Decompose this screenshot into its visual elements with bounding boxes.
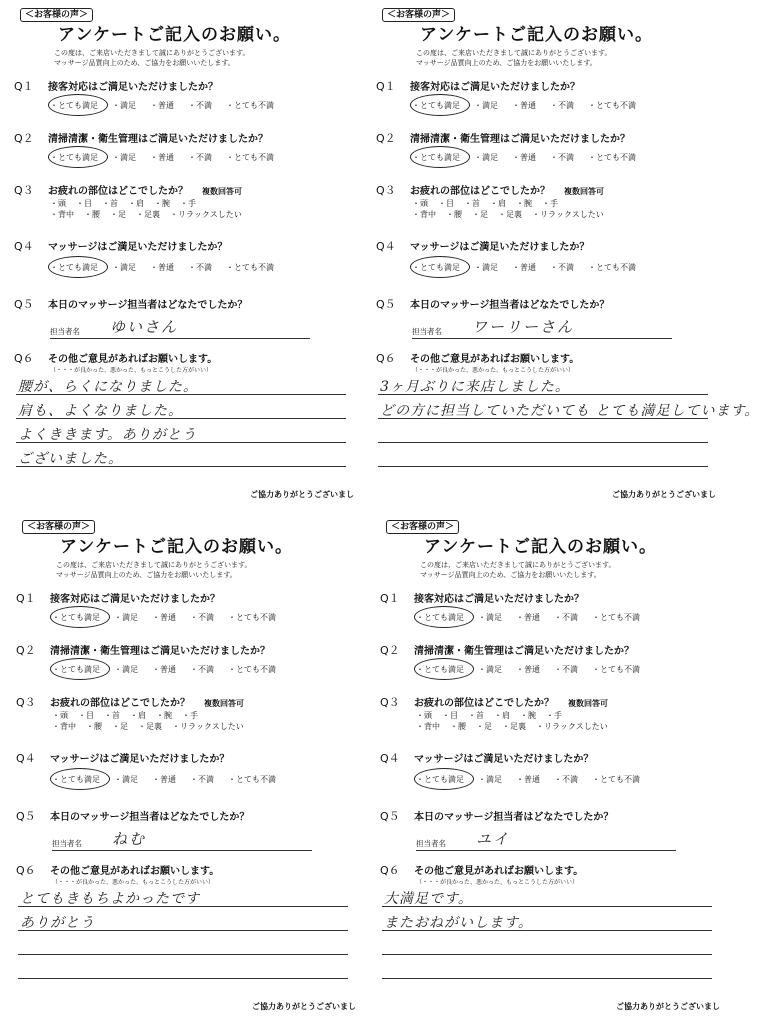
body-part-option: ・腰 <box>446 210 462 219</box>
answer-option: ・とても満足 <box>416 775 464 784</box>
survey-card <box>8 518 358 1018</box>
answer-option: ・とても満足 <box>52 613 100 622</box>
answer-option: ・とても満足 <box>412 153 460 162</box>
staff-name-handwritten: ワーリーさん <box>472 318 575 336</box>
survey-intro: この度は、ご来店いただきまして誠にありがとうございます。 マッサージ品質向上のため、ご協力をお願いいたします。 <box>416 49 612 67</box>
answer-option: ・とても満足 <box>50 263 98 272</box>
q2-options <box>52 664 290 675</box>
body-part-option: ・目 <box>438 199 454 208</box>
question-6: Q６ その他ご意見があればお願いします。 <box>14 352 218 365</box>
body-part-option: ・手 <box>542 199 558 208</box>
answer-option: ・満足 <box>474 263 498 272</box>
question-1: Q１ 接客対応はご満足いただけましたか？ <box>376 80 580 93</box>
answer-option: ・不満 <box>190 665 214 674</box>
comment-handwritten: またおねがいします。 <box>384 915 533 931</box>
survey-title: アンケートご記入のお願い。 <box>424 537 657 557</box>
comment-handwritten: 腰が、らくになりました。 <box>18 379 198 395</box>
question-4: Q４ マッサージはご満足いただけましたか？ <box>380 752 594 765</box>
answer-option: ・普通 <box>150 153 174 162</box>
comment-handwritten: 大満足です。 <box>384 891 473 907</box>
body-part-option: ・頭 <box>50 199 66 208</box>
body-part-option: ・首 <box>468 711 484 720</box>
body-part-option: ・腕 <box>516 199 532 208</box>
survey-intro: この度は、ご来店いただきまして誠にありがとうございます。 マッサージ品質向上のため、ご協力をお願いいたします。 <box>420 561 616 579</box>
answer-option: ・不満 <box>550 101 574 110</box>
answer-option: ・とても満足 <box>416 613 464 622</box>
question-1: Q１ 接客対応はご満足いただけましたか？ <box>380 592 584 605</box>
comment-handwritten: 肩も、よくなりました。 <box>18 403 183 419</box>
body-part-option: ・背中 <box>52 722 76 731</box>
survey-title: アンケートご記入のお願い。 <box>58 25 291 45</box>
q2-options <box>416 664 654 675</box>
answer-option: ・不満 <box>550 263 574 272</box>
answer-option: ・不満 <box>554 775 578 784</box>
q4-options <box>412 262 650 273</box>
comment-line <box>378 466 708 467</box>
question-5: Q５ 本日のマッサージ担当者はどなたでしたか？ <box>380 810 614 823</box>
question-4: Q４ マッサージはご満足いただけましたか？ <box>376 240 590 253</box>
answer-option: ・不満 <box>188 263 212 272</box>
q6-note: （・・・が良かった、悪かった、もっとこうした方がいい） <box>412 367 575 374</box>
answer-option: ・不満 <box>188 153 212 162</box>
staff-name-handwritten: ゆいさん <box>110 318 179 336</box>
q3-body-parts <box>412 198 614 220</box>
thanks-footer: ご協力ありがとうございまし <box>250 490 354 499</box>
q1-options <box>412 100 650 111</box>
answer-option: ・普通 <box>516 665 540 674</box>
body-part-option: ・腕 <box>156 711 172 720</box>
body-part-option: ・首 <box>464 199 480 208</box>
answer-option: ・とても不満 <box>592 613 640 622</box>
comment-handwritten: ございました。 <box>18 451 123 467</box>
staff-name-handwritten: ユイ <box>476 830 511 848</box>
thanks-footer: ご協力ありがとうございまし <box>616 1002 720 1011</box>
body-part-option: ・頭 <box>52 711 68 720</box>
q3-body-parts <box>52 710 254 732</box>
survey-title: アンケートご記入のお願い。 <box>60 537 293 557</box>
q4-options <box>50 262 288 273</box>
body-part-option: ・頭 <box>412 199 428 208</box>
question-6: Q６ その他ご意見があればお願いします。 <box>16 864 220 877</box>
question-2: Q２ 清掃清潔・衛生管理はご満足いただけましたか？ <box>380 644 634 657</box>
body-part-option: ・足 <box>112 722 128 731</box>
question-2: Q２ 清掃清潔・衛生管理はご満足いただけましたか？ <box>14 132 268 145</box>
answer-option: ・普通 <box>152 665 176 674</box>
survey-intro: この度は、ご来店いただきまして誠にありがとうございます。 マッサージ品質向上のため、ご協力をお願いいたします。 <box>54 49 250 67</box>
q2-options <box>50 152 288 163</box>
q6-note: （・・・が良かった、悪かった、もっとこうした方がいい） <box>416 879 579 886</box>
question-6: Q６ その他ご意見があればお願いします。 <box>376 352 580 365</box>
answer-option: ・満足 <box>112 153 136 162</box>
survey-title: アンケートご記入のお願い。 <box>420 25 653 45</box>
answer-option: ・満足 <box>474 153 498 162</box>
customer-voice-tag: ＜お客様の声＞ <box>386 520 459 534</box>
body-part-option: ・足裏 <box>138 722 162 731</box>
comment-handwritten: よくききます。ありがとう <box>18 427 197 443</box>
q2-options <box>412 152 650 163</box>
question-1: Q１ 接客対応はご満足いただけましたか？ <box>14 80 218 93</box>
body-part-option: ・首 <box>104 711 120 720</box>
staff-name-field: 担当者名 ねむ <box>52 834 312 851</box>
body-part-option: ・首 <box>102 199 118 208</box>
answer-option: ・普通 <box>152 775 176 784</box>
question-1: Q１ 接客対応はご満足いただけましたか？ <box>16 592 220 605</box>
answer-option: ・満足 <box>112 101 136 110</box>
body-part-option: ・手 <box>180 199 196 208</box>
body-part-option: ・リラックスしたい <box>532 210 604 219</box>
answer-option: ・普通 <box>512 101 536 110</box>
answer-option: ・とても不満 <box>228 775 276 784</box>
q3-body-parts <box>416 710 618 732</box>
answer-option: ・とても不満 <box>228 665 276 674</box>
answer-option: ・とても満足 <box>416 665 464 674</box>
body-part-option: ・リラックスしたい <box>170 210 242 219</box>
q1-options <box>416 612 654 623</box>
answer-option: ・とても満足 <box>52 775 100 784</box>
answer-option: ・満足 <box>114 665 138 674</box>
answer-option: ・とても不満 <box>588 101 636 110</box>
answer-option: ・普通 <box>512 153 536 162</box>
question-2: Q２ 清掃清潔・衛生管理はご満足いただけましたか？ <box>16 644 270 657</box>
body-part-option: ・頭 <box>416 711 432 720</box>
comment-line <box>18 954 348 955</box>
answer-option: ・普通 <box>150 263 174 272</box>
body-part-option: ・肩 <box>128 199 144 208</box>
answer-option: ・とても不満 <box>226 263 274 272</box>
comment-line <box>378 442 708 443</box>
answer-option: ・とても満足 <box>412 101 460 110</box>
answer-option: ・とても満足 <box>50 153 98 162</box>
q4-options <box>52 774 290 785</box>
body-part-option: ・足 <box>110 210 126 219</box>
survey-card <box>368 6 759 506</box>
thanks-footer: ご協力ありがとうございまし <box>252 1002 356 1011</box>
body-part-option: ・目 <box>442 711 458 720</box>
body-part-option: ・背中 <box>50 210 74 219</box>
body-part-option: ・腰 <box>86 722 102 731</box>
answer-option: ・満足 <box>112 263 136 272</box>
answer-option: ・普通 <box>512 263 536 272</box>
body-part-option: ・肩 <box>490 199 506 208</box>
answer-option: ・不満 <box>190 775 214 784</box>
survey-intro: この度は、ご来店いただきまして誠にありがとうございます。 マッサージ品質向上のため、ご協力をお願いいたします。 <box>56 561 252 579</box>
answer-option: ・満足 <box>478 775 502 784</box>
staff-name-field: 担当者名 ゆいさん <box>50 322 310 339</box>
staff-name-field: 担当者名 ユイ <box>416 834 676 851</box>
body-part-option: ・足裏 <box>136 210 160 219</box>
body-part-option: ・リラックスしたい <box>536 722 608 731</box>
body-part-option: ・腰 <box>450 722 466 731</box>
answer-option: ・とても不満 <box>592 775 640 784</box>
answer-option: ・とても満足 <box>52 665 100 674</box>
body-part-option: ・手 <box>546 711 562 720</box>
body-part-option: ・背中 <box>416 722 440 731</box>
question-5: Q５ 本日のマッサージ担当者はどなたでしたか？ <box>16 810 250 823</box>
body-part-option: ・肩 <box>494 711 510 720</box>
body-part-option: ・腕 <box>520 711 536 720</box>
answer-option: ・不満 <box>554 613 578 622</box>
answer-option: ・満足 <box>114 613 138 622</box>
body-part-option: ・目 <box>76 199 92 208</box>
comment-handwritten: 3ヶ月ぶりに来店しました。 <box>380 379 570 395</box>
answer-option: ・不満 <box>554 665 578 674</box>
comment-line <box>382 954 712 955</box>
thanks-footer: ご協力ありがとうございまし <box>612 490 716 499</box>
question-5: Q５ 本日のマッサージ担当者はどなたでしたか？ <box>14 298 248 311</box>
answer-option: ・満足 <box>114 775 138 784</box>
answer-option: ・とても不満 <box>226 101 274 110</box>
question-3: Q３ お疲れの部位はどこでしたか？ 複数回答可 <box>14 184 242 197</box>
body-part-option: ・背中 <box>412 210 436 219</box>
comment-handwritten: どの方に担当していただいても とても満足しています。 <box>380 403 759 419</box>
answer-option: ・とても不満 <box>588 153 636 162</box>
customer-voice-tag: ＜お客様の声＞ <box>22 520 95 534</box>
question-2: Q２ 清掃清潔・衛生管理はご満足いただけましたか？ <box>376 132 630 145</box>
question-3: Q３ お疲れの部位はどこでしたか？ 複数回答可 <box>376 184 604 197</box>
comment-handwritten: ありがとう <box>20 915 95 931</box>
body-part-option: ・手 <box>182 711 198 720</box>
answer-option: ・とても不満 <box>592 665 640 674</box>
q4-options <box>416 774 654 785</box>
question-4: Q４ マッサージはご満足いただけましたか？ <box>14 240 228 253</box>
q1-options <box>50 100 288 111</box>
customer-voice-tag: ＜お客様の声＞ <box>20 8 93 22</box>
question-6: Q６ その他ご意見があればお願いします。 <box>380 864 584 877</box>
question-4: Q４ マッサージはご満足いただけましたか？ <box>16 752 230 765</box>
question-3: Q３ お疲れの部位はどこでしたか？ 複数回答可 <box>16 696 244 709</box>
q1-options <box>52 612 290 623</box>
staff-name-field: 担当者名 ワーリーさん <box>412 322 672 339</box>
survey-card <box>6 6 356 506</box>
answer-option: ・不満 <box>190 613 214 622</box>
staff-name-handwritten: ねむ <box>112 830 147 848</box>
q3-body-parts <box>50 198 252 220</box>
answer-option: ・とても満足 <box>50 101 98 110</box>
body-part-option: ・足裏 <box>498 210 522 219</box>
survey-card <box>372 518 722 1018</box>
body-part-option: ・足 <box>472 210 488 219</box>
answer-option: ・普通 <box>152 613 176 622</box>
q6-note: （・・・が良かった、悪かった、もっとこうした方がいい） <box>52 879 215 886</box>
comment-line <box>382 978 712 979</box>
body-part-option: ・腕 <box>154 199 170 208</box>
answer-option: ・とても満足 <box>412 263 460 272</box>
body-part-option: ・目 <box>78 711 94 720</box>
body-part-option: ・腰 <box>84 210 100 219</box>
question-3: Q３ お疲れの部位はどこでしたか？ 複数回答可 <box>380 696 608 709</box>
body-part-option: ・足裏 <box>502 722 526 731</box>
answer-option: ・普通 <box>516 613 540 622</box>
body-part-option: ・足 <box>476 722 492 731</box>
comment-line <box>18 978 348 979</box>
answer-option: ・とても不満 <box>228 613 276 622</box>
answer-option: ・満足 <box>474 101 498 110</box>
answer-option: ・とても不満 <box>226 153 274 162</box>
body-part-option: ・肩 <box>130 711 146 720</box>
answer-option: ・とても不満 <box>588 263 636 272</box>
answer-option: ・満足 <box>478 665 502 674</box>
body-part-option: ・リラックスしたい <box>172 722 244 731</box>
answer-option: ・普通 <box>150 101 174 110</box>
answer-option: ・普通 <box>516 775 540 784</box>
answer-option: ・満足 <box>478 613 502 622</box>
question-5: Q５ 本日のマッサージ担当者はどなたでしたか？ <box>376 298 610 311</box>
customer-voice-tag: ＜お客様の声＞ <box>382 8 455 22</box>
q6-note: （・・・が良かった、悪かった、もっとこうした方がいい） <box>50 367 213 374</box>
comment-handwritten: とてもきもちよかったです <box>20 891 200 907</box>
answer-option: ・不満 <box>188 101 212 110</box>
answer-option: ・不満 <box>550 153 574 162</box>
